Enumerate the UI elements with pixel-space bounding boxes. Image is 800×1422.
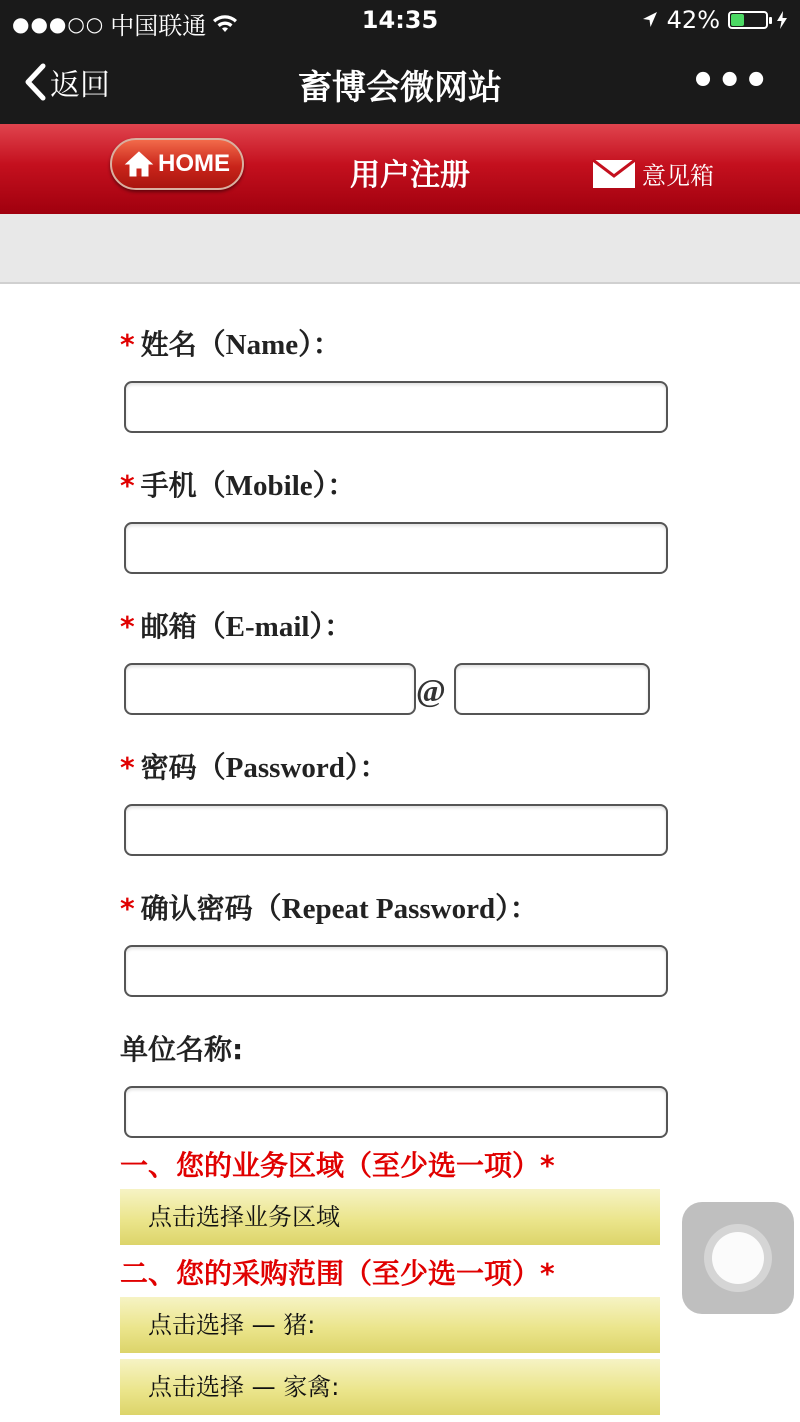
more-menu-button[interactable]: ••• [690, 58, 770, 104]
repeat-password-label-cn: 确认密码 [140, 892, 253, 925]
location-arrow-icon [641, 10, 659, 30]
header-spacer [0, 214, 800, 284]
feedback-mailbox-button[interactable] [592, 156, 714, 191]
repeat-password-label [120, 886, 539, 927]
required-mark: * [120, 751, 135, 784]
back-button[interactable] [24, 60, 110, 104]
site-header [0, 124, 800, 214]
back-label: 返回 [50, 68, 110, 103]
email-label-en: （E-mail）： [196, 611, 353, 643]
status-right [641, 6, 788, 34]
assistive-touch-button[interactable] [682, 1202, 794, 1314]
battery-percent: 42% [666, 6, 720, 34]
envelope-icon [592, 159, 636, 189]
house-icon [124, 150, 154, 178]
name-label-en: （Name）： [196, 329, 342, 361]
status-time: 14:35 [361, 6, 439, 34]
email-user-input[interactable] [124, 663, 416, 715]
password-input[interactable] [124, 804, 668, 856]
company-input[interactable] [124, 1086, 668, 1138]
required-mark: * [120, 328, 135, 361]
lightning-icon [776, 10, 788, 30]
business-area-heading: 一、您的业务区域（至少选一项）* [120, 1149, 555, 1182]
mobile-label [120, 463, 356, 504]
purchase-scope-pig-select[interactable]: 点击选择 — 猪: [120, 1297, 660, 1353]
battery-level [731, 14, 744, 26]
page-title: 畜博会微网站 [298, 68, 502, 108]
email-label [120, 604, 353, 645]
header-title: 用户注册 [350, 158, 470, 193]
repeat-password-label-en: （Repeat Password）： [252, 893, 539, 925]
home-button[interactable] [110, 138, 244, 190]
company-label: 单位名称: [120, 1033, 244, 1066]
assistive-touch-dot [712, 1232, 764, 1284]
password-label [120, 745, 388, 786]
purchase-scope-heading: 二、您的采购范围（至少选一项）* [120, 1257, 555, 1290]
signal-strength-icon: ●●●○○ [12, 11, 105, 36]
nav-bar [0, 40, 800, 124]
name-label-cn: 姓名 [140, 328, 197, 361]
email-label-cn: 邮箱 [140, 610, 197, 643]
name-input[interactable] [124, 381, 668, 433]
email-at-sign: @ [416, 672, 446, 708]
chevron-left-icon [24, 63, 46, 101]
purchase-scope-poultry-select[interactable]: 点击选择 — 家禽: [120, 1359, 660, 1415]
name-label [120, 322, 342, 363]
required-mark: * [120, 469, 135, 502]
status-bar [0, 0, 800, 40]
email-domain-input[interactable] [454, 663, 650, 715]
required-mark: * [120, 892, 135, 925]
mobile-label-cn: 手机 [140, 469, 197, 502]
password-label-cn: 密码 [140, 751, 197, 784]
mobile-input[interactable] [124, 522, 668, 574]
mailbox-label: 意见箱 [642, 162, 714, 190]
carrier-name: 中国联通 [110, 12, 207, 40]
password-label-en: （Password）： [196, 752, 389, 784]
mobile-label-en: （Mobile）： [196, 470, 357, 502]
required-mark: * [120, 610, 135, 643]
battery-icon [728, 11, 768, 29]
business-area-select[interactable]: 点击选择业务区域 [120, 1189, 660, 1245]
repeat-password-input[interactable] [124, 945, 668, 997]
home-label: HOME [158, 150, 230, 177]
